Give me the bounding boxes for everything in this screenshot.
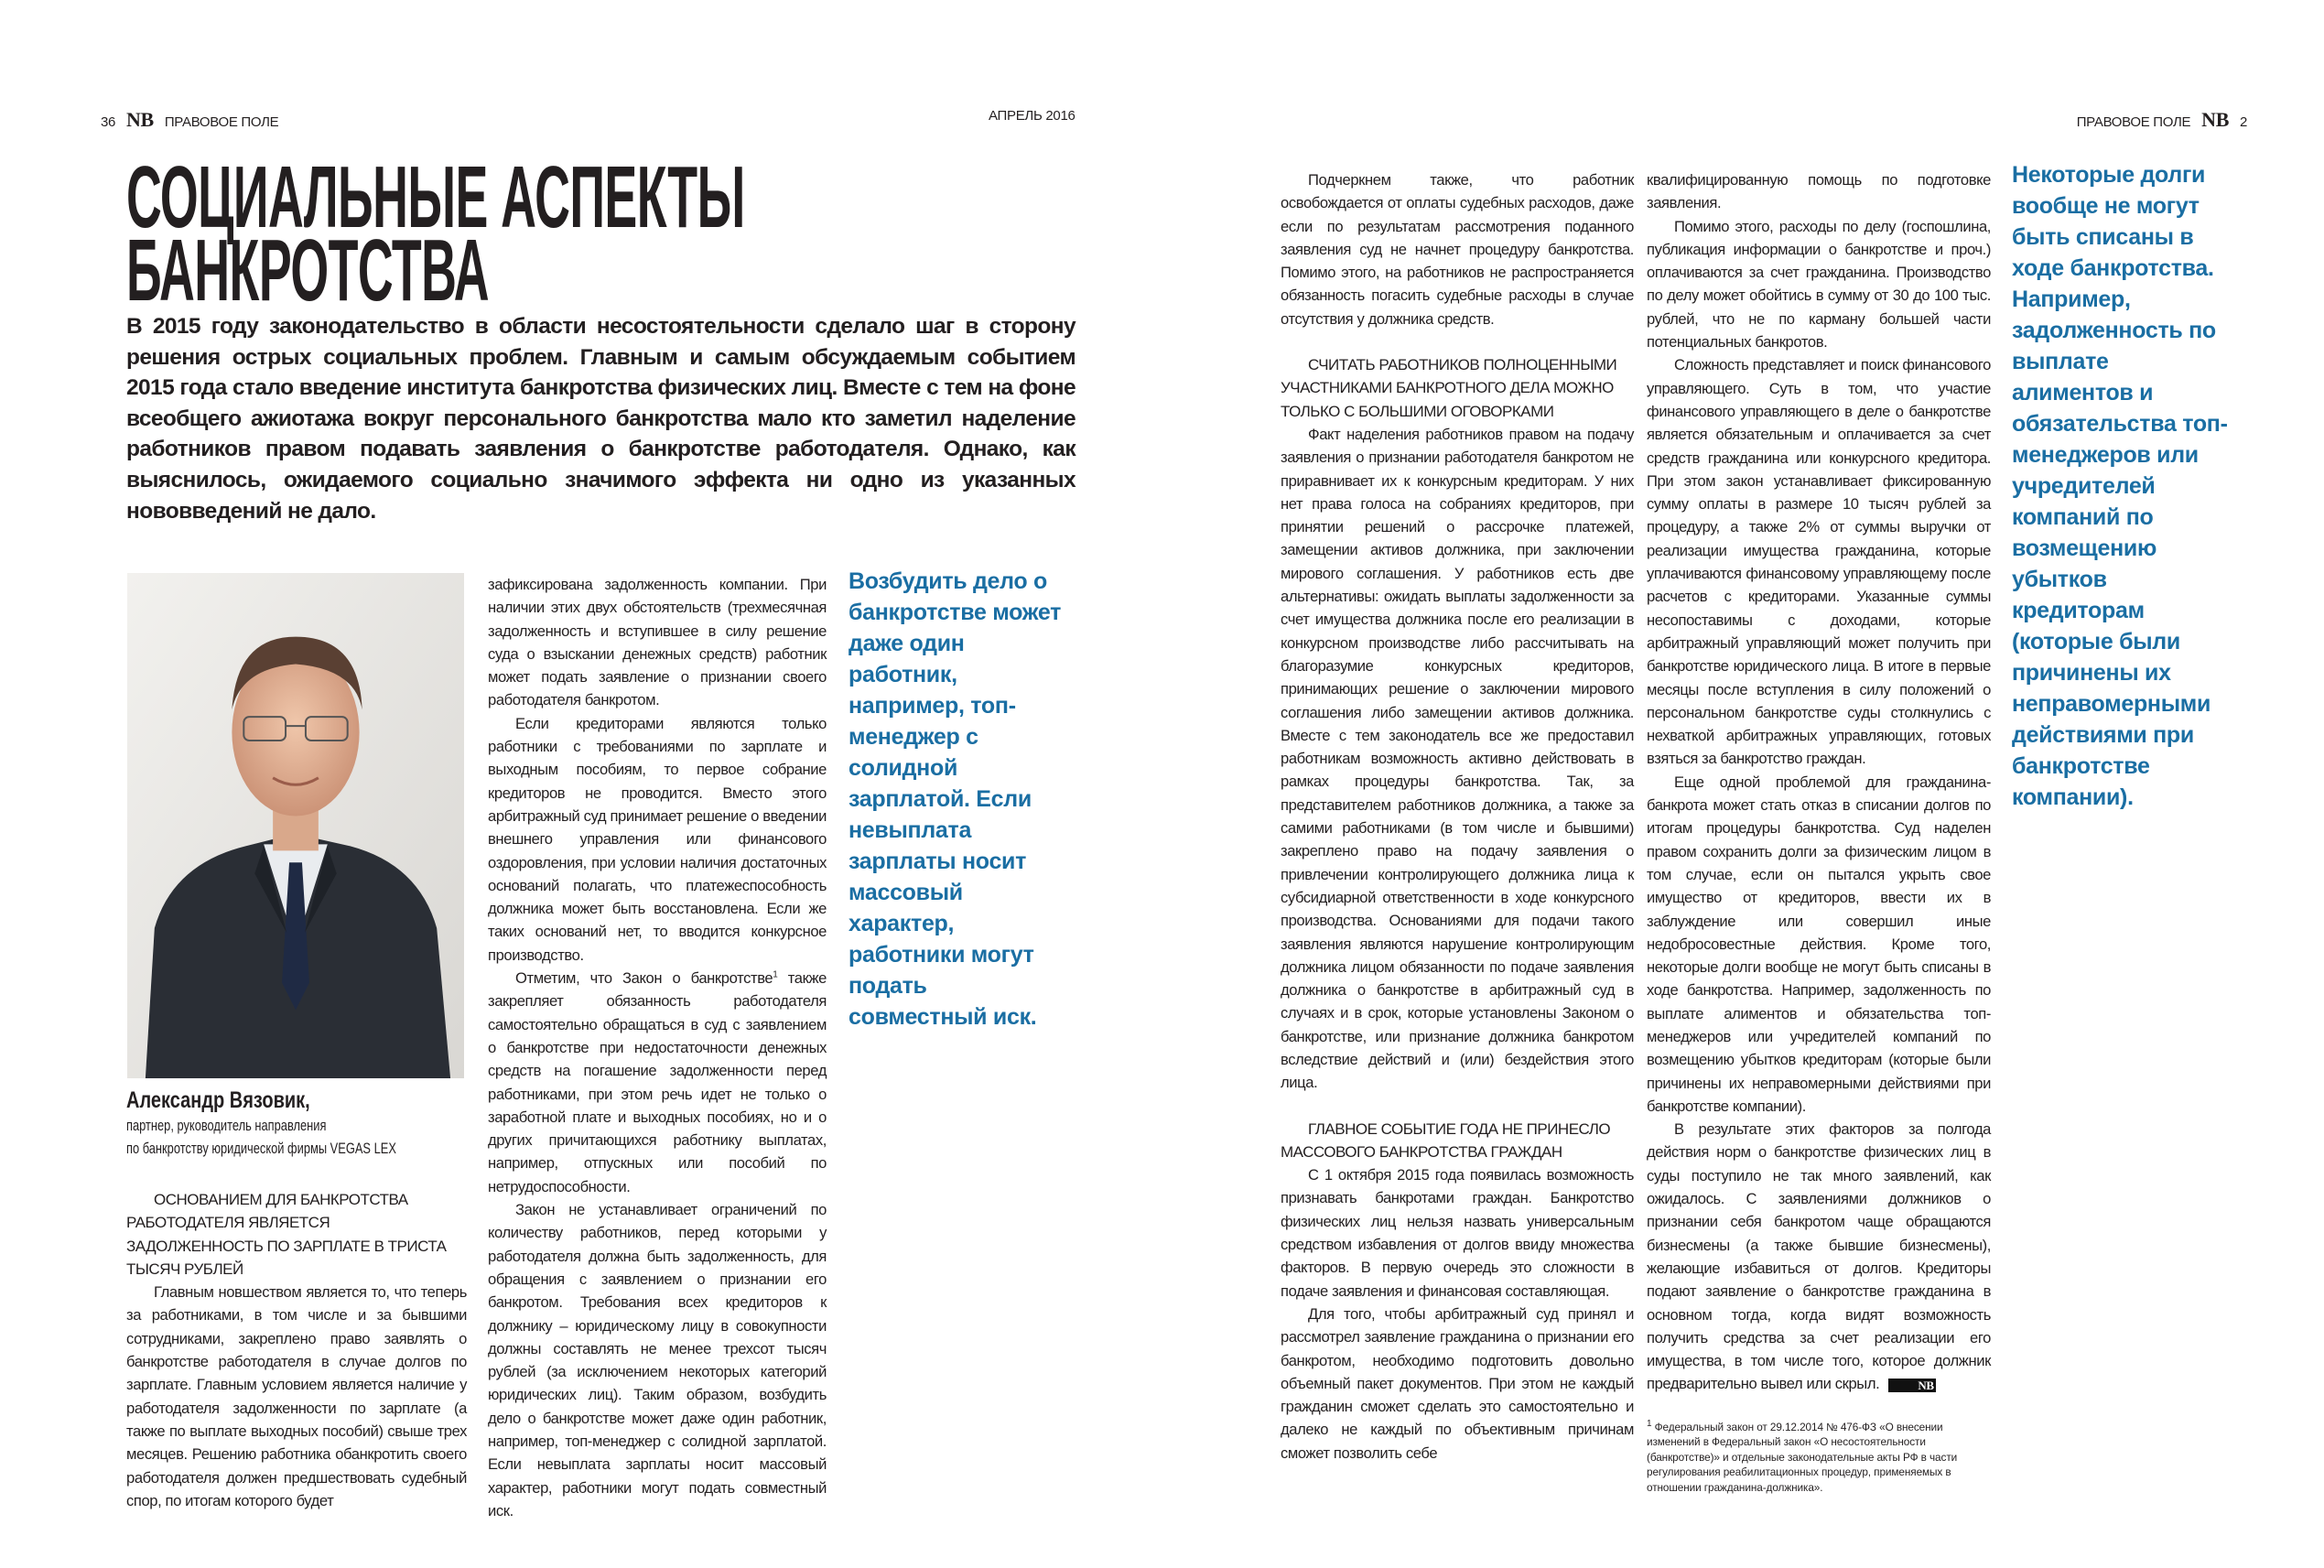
paragraph: квалифицированную помощь по подготовке заявления. [1647, 171, 1991, 212]
right-running-header [2077, 108, 2247, 132]
author-role: по банкротству юридической фирмы VEGAS LEX [126, 1141, 396, 1157]
issue-date: АПРЕЛЬ 2016 [989, 108, 1076, 124]
pull-quote: Некоторые долги вообще не могут быть списаны в ходе банкротства. Например, задолженность по выплате алиментов и обязательства топ-менеджеров или учредителей компаний по возмещению убытков кредиторам (которые были причинены их неправомерными действиями при банкротстве компании). [2012, 162, 2228, 810]
footnote-number: 1 [1647, 1418, 1652, 1429]
text: В результате этих факторов за полгода действия норм о банкротстве физических лиц в суды поступило не так много заявлений, как ожидалось. С заявлениями должников о признании себя банкротом чаще обращаются бизнесмены (а также бывшие бизнесмены), желающие избавиться от долгов. Кредиторы подают заявление о банкротстве гражданина в основном тогда, когда видят возможность получить средства за счет реализации его имущества, в том числе того, которое должник предварительно вывел или скрыл. [1647, 1120, 1991, 1393]
paragraph [488, 967, 827, 1198]
title-line: БАНКРОТСТВА [126, 222, 489, 319]
subheading: ОСНОВАНИЕМ ДЛЯ БАНКРОТСТВА РАБОТОДАТЕЛЯ ЯВЛЯЕТСЯ ЗАДОЛЖЕННОСТЬ ПО ЗАРПЛАТЕ В ТРИСТА ТЫСЯЧ РУБЛЕЙ [126, 1191, 447, 1278]
magazine-logo: NB [2201, 108, 2230, 131]
right-column-2 [1647, 168, 1991, 1495]
right-column-1 [1281, 168, 1634, 1465]
paragraph: Факт наделения работников правом на подачу заявления о признании работодателя банкротом не приравнивает их к конкурсным кредиторам. У них нет права голоса на собраниях кредиторов, при принятии решений о рассрочке платежей, замещении активов должника, при заключении мирового соглашения. У работников есть две альтернативы: ожидать выплаты задолженности за счет имущества должника после его реализации в конкурсном производстве либо рассчитывать на благоразумие конкурсных кредиторов, принимающих решение о заключении мирового соглашения либо замещении активов должника. Вместе с тем законодатель все же предоставил работникам возможность активно действовать в рамках процедуры банкротства. Так, за представителем работников должника, а также за самими работниками (в том числе и бывшими) закреплено право на подачу заявления о привлечении контролирующего должника лица к субсидиарной ответственности в ходе конкурсного производства. Основаниями для подачи такого заявления являются нарушение контролирующим должника лицом обязанности по подаче заявления должника о банкротстве в арбитражный суд в случаях и в срок, которые установлены Законом о банкротстве, или признание должника банкротом вследствие действий и (или) бездействия этого лица. [1281, 425, 1634, 1092]
paragraph: Закон не устанавливает ограничений по количеству работников, перед которыми у работодателя должна быть задолженность, для обращения с заявлением о признании его банкротом. Требования всех кредиторов к должнику – юридическому лицу в совокупности должны составлять не менее трехсот тысяч рублей (за исключением некоторых категорий юридических лиц). Таким образом, возбудить дело о банкротстве может даже один работник, например, топ-менеджер с солидной зарплатой. Если невыплата зарплаты носит массовый характер, работники могут подать совместный иск. [488, 1201, 827, 1519]
end-mark-logo: NB [1888, 1379, 1935, 1392]
paragraph [1647, 1118, 1991, 1396]
page-number: 36 [101, 114, 116, 130]
article-title [126, 148, 1225, 319]
paragraph: С 1 октября 2015 года появилась возможность признавать банкротами граждан. Банкротство физических лиц нельзя назвать универсальным средством избавления от долгов ввиду множества факторов. В первую очередь это сложности в подаче заявления и финансовая составляющая. [1281, 1166, 1634, 1300]
section-name: ПРАВОВОЕ ПОЛЕ [2076, 114, 2191, 130]
paragraph: Главным новшеством является то, что теперь за работниками, в том числе и за бывшими сотрудниками, закреплено право заявлять о банкротстве работодателя в случае долгов по зарплате. Главным условием является наличие у работодателя задолженности по зарплате (а также по выплате выходных пособий) свыше трех месяцев. Решению работника обанкротить своего работодателя должен предшествовать судебный спор, по итогам которого будет [126, 1283, 467, 1509]
left-column-2 [488, 573, 827, 1522]
title-line: СОЦИАЛЬНЫЕ АСПЕКТЫ [126, 148, 745, 246]
paragraph: Сложность представляет и поиск финансового управляющего. Суть в том, что участие финансового управляющего в деле о банкротстве является обязательным и оплачивается за счет средств гражданина или конкурсного кредитора. При этом закон устанавливает фиксированную сумму оплаты в размере 10 тысяч рублей за процедуру, а также 2% от суммы выручки от реализации имущества гражданина, которые уплачиваются финансовому управляющему после расчетов с кредиторами. Указанные суммы несопоставимы с доходами, которые арбитражный управляющий может получить при банкротстве юридического лица. В итоге в первые месяцы после вступления в силу положений о персональном банкротстве суды столкнулись с нехваткой арбитражных управляющих, готовых взяться за банкротство граждан. [1647, 356, 1991, 768]
subheading: СЧИТАТЬ РАБОТНИКОВ ПОЛНОЦЕННЫМИ УЧАСТНИКАМИ БАНКРОТНОГО ДЕЛА МОЖНО ТОЛЬКО С БОЛЬШИМИ ОГОВОРКАМИ [1281, 356, 1617, 420]
footnote-ref[interactable]: 1 [773, 969, 778, 980]
paragraph: Подчеркнем также, что работник освобождается от оплаты судебных расходов, даже если по результатам рассмотрения поданного заявления суд не начнет процедуру банкротства. Помимо этого, на работников не распространяется обязанность погасить судебные расходы в случае отсутствия у должника средств. [1281, 171, 1634, 328]
paragraph: Помимо этого, расходы по делу (госпошлина, публикация информации о банкротстве и проч.) оплачиваются за счет гражданина. Производство по делу может обойтись в сумму от 30 до 100 тыс. рублей, что не по карману большей части потенциальных банкротов. [1647, 217, 1991, 351]
magazine-logo: NB [125, 108, 154, 131]
left-column-1 [126, 1188, 467, 1512]
section-name: ПРАВОВОЕ ПОЛЕ [164, 114, 279, 130]
author-portrait-icon [126, 573, 465, 1078]
page-number: 2 [2239, 114, 2247, 130]
lead-paragraph: В 2015 году законодательство в области несостоятельности сделало шаг в сторону решения острых социальных проблем. Главным и самым обсуждаемым событием 2015 года стало введение института банкротства физических лиц. Вместе с тем на фоне всеобщего ажиотажа вокруг персонального банкротства мало кто заметил наделение работников правом подавать заявления о банкротстве работодателя. Однако, как выяснилось, ожидаемого социально значимого эффекта ни одно из указанных нововведений не дало. [126, 314, 1076, 524]
paragraph: Для того, чтобы арбитражный суд принял и рассмотрел заявление гражданина о признании его банкротом, необходимо подготовить довольно объемный пакет документов. При этом не каждый гражданин сможет сделать это самостоятельно и далеко не каждый по объективным причинам сможет позволить себе [1281, 1304, 1634, 1462]
subheading: ГЛАВНОЕ СОБЫТИЕ ГОДА НЕ ПРИНЕСЛО МАССОВОГО БАНКРОТСТВА ГРАЖДАН [1281, 1119, 1611, 1161]
paragraph: Если кредиторами являются только работники с требованиями по зарплате и выходным пособиям, то первое собрание кредиторов не проводится. Вместо этого арбитражный суд принимает решение о введении внешнего управления или финансового оздоровления, при условии наличия достаточных оснований полагать, что платежеспособность должника может быть восстановлена. Если же таких оснований нет, то вводится конкурсное производство. [488, 714, 827, 964]
paragraph: Еще одной проблемой для гражданина-банкрота может стать отказ в списании долгов по итогам процедуры банкротства. Суд наделен правом сохранить долги за физическим лицом в том случае, если он пытался укрыть свое имущество от кредиторов, ввести их в заблуждение или совершил иные недобросовестные действия. Кроме того, некоторые долги вообще не могут быть списаны в ходе банкротства. Например, задолженность по выплате алиментов и обязательства топ-менеджеров или учредителей компаний по возмещению убытков кредиторам (которые были причинены их неправомерными действиями при банкротстве компании). [1647, 773, 1991, 1115]
footnote [1647, 1420, 1991, 1496]
author-name: Александр Вязовик, [126, 1087, 310, 1113]
pull-quote: Возбудить дело о банкротстве может даже один работник, например, топ-менеджер с солидной зарплатой. Если невыплата зарплаты носит массовый характер, работники могут подать совместный иск. [849, 568, 1062, 1030]
author-role: партнер, руководитель направления [126, 1118, 327, 1134]
text: также закрепляет обязанность работодателя самостоятельно обращаться в суд с заявлением о банкротстве при недостаточности денежных средств на погашение задолженности перед работниками, при этом речь идет не только о заработной плате и выходных пособиях, но и о других причитающихся работнику выплатах, например, отпускных или пособий по нетрудоспособности. [488, 969, 827, 1195]
left-running-header [101, 108, 278, 132]
paragraph: зафиксирована задолженность компании. При наличии этих двух обстоятельств (трехмесячная задолженность и вступившее в силу решение суда о взыскании денежных средств) работник может подать заявление о признании своего работодателя банкротом. [488, 576, 827, 709]
footnote-text: Федеральный закон от 29.12.2014 № 476-ФЗ «О внесении изменений в Федеральный закон «О несостоятельности (банкротстве)» и отдельные законодательные акты РФ в части регулирования реабилитационных процедур, применяемых в отношении гражданина-должника». [1647, 1420, 1958, 1494]
text: Отметим, что Закон о банкротстве [515, 969, 773, 988]
author-portrait-photo [126, 573, 465, 1078]
